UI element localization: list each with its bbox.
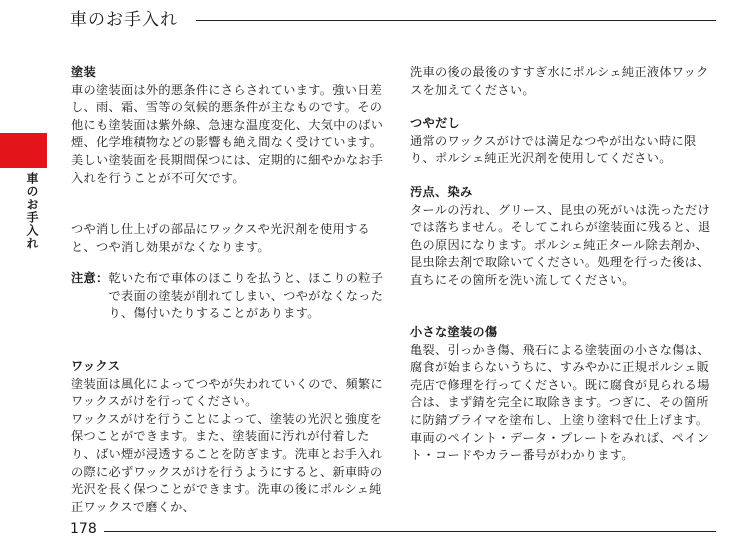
gloss-body: 通常のワックスがけでは満足なつやが出ない時に限り、ポルシェ純正光沢剤を使用してください。	[410, 133, 697, 166]
caution-section	[71, 270, 389, 323]
paint-section	[71, 64, 389, 187]
page-number: 178	[70, 521, 97, 537]
caution-body: 乾いた布で車体のほこりを払うと、ほこりの粒子で表面の塗装が削れてしまい、つやがなくなったり、傷付いたりすることがあります。	[108, 271, 384, 321]
wax-body-2: ワックスがけを行うことによって、塗装の光沢と強度を保つことができます。また、塗装面に汚れが付着したり、ばい煙が浸透することを防ぎます。洗車とお手入れの際に必ずワックスがけを行うようにすると、新車時の光沢を長く保つことができます。洗車の後にポルシェ純正ワックスで磨くか、	[71, 411, 383, 514]
footer-rule	[104, 531, 716, 532]
side-tab-label: 車のお手入れ	[25, 172, 39, 250]
scratch-heading: 小さな塗装の傷	[410, 325, 498, 339]
paint-heading: 塗装	[71, 65, 96, 79]
scratch-section	[410, 324, 720, 465]
page-title: 車のお手入れ	[70, 10, 178, 30]
wax-section	[71, 358, 389, 516]
stain-heading: 汚点、染み	[410, 185, 473, 199]
wax-continued-section	[410, 64, 720, 99]
paint-body: 車の塗装面は外的悪条件にさらされています。強い日差し、雨、霜、雪等の気候的悪条件が主なものです。その他にも塗装面は紫外線、急速な温度変化、大気中のばい煙、化学堆積物などの影響も絶え間なく受けています。美しい塗装面を長期間保つには、定期的に細やかなお手入れを行うことが不可欠です。	[71, 82, 384, 185]
wax-body-1: 塗装面は風化によってつやが失われていくので、頻繁にワックスがけを行ってください。	[71, 376, 383, 409]
stain-section	[410, 184, 720, 290]
gloss-section	[410, 115, 720, 168]
wax-continued-body: 洗車の後の最後のすすぎ水にポルシェ純正液体ワックスを加えてください。	[410, 65, 709, 97]
caution-label: 注意：	[71, 271, 109, 285]
header-rule	[196, 20, 716, 21]
side-tab-marker	[0, 133, 47, 168]
gloss-heading: つやだし	[410, 116, 460, 130]
matte-section	[71, 221, 389, 256]
matte-body: つや消し仕上げの部品にワックスや光沢剤を使用すると、つや消し効果がなくなります。	[71, 222, 370, 254]
scratch-body: 亀裂、引っかき傷、飛石による塗装面の小さな傷は、腐食が始まらないうちに、すみやかに正規ポルシェ販売店で修理を行ってください。既に腐食が見られる場合は、まず錆を完全に取除きます。つぎに、その箇所に防錆プライマを塗布し、上塗り塗料で仕上げます。車両のペイント・データ・プレートをみれば、ペイント・コードやカラー番号がわかります。	[410, 342, 710, 463]
stain-body: タールの汚れ、グリース、昆虫の死がいは洗っただけでは落ちません。そしてこれらが塗装面に残ると、退色の原因になります。ポルシェ純正タール除去剤か、昆虫除去剤で取除いてください。処理を行った後は、直ちにその箇所を洗い流してください。	[410, 202, 711, 287]
wax-heading: ワックス	[71, 359, 121, 373]
